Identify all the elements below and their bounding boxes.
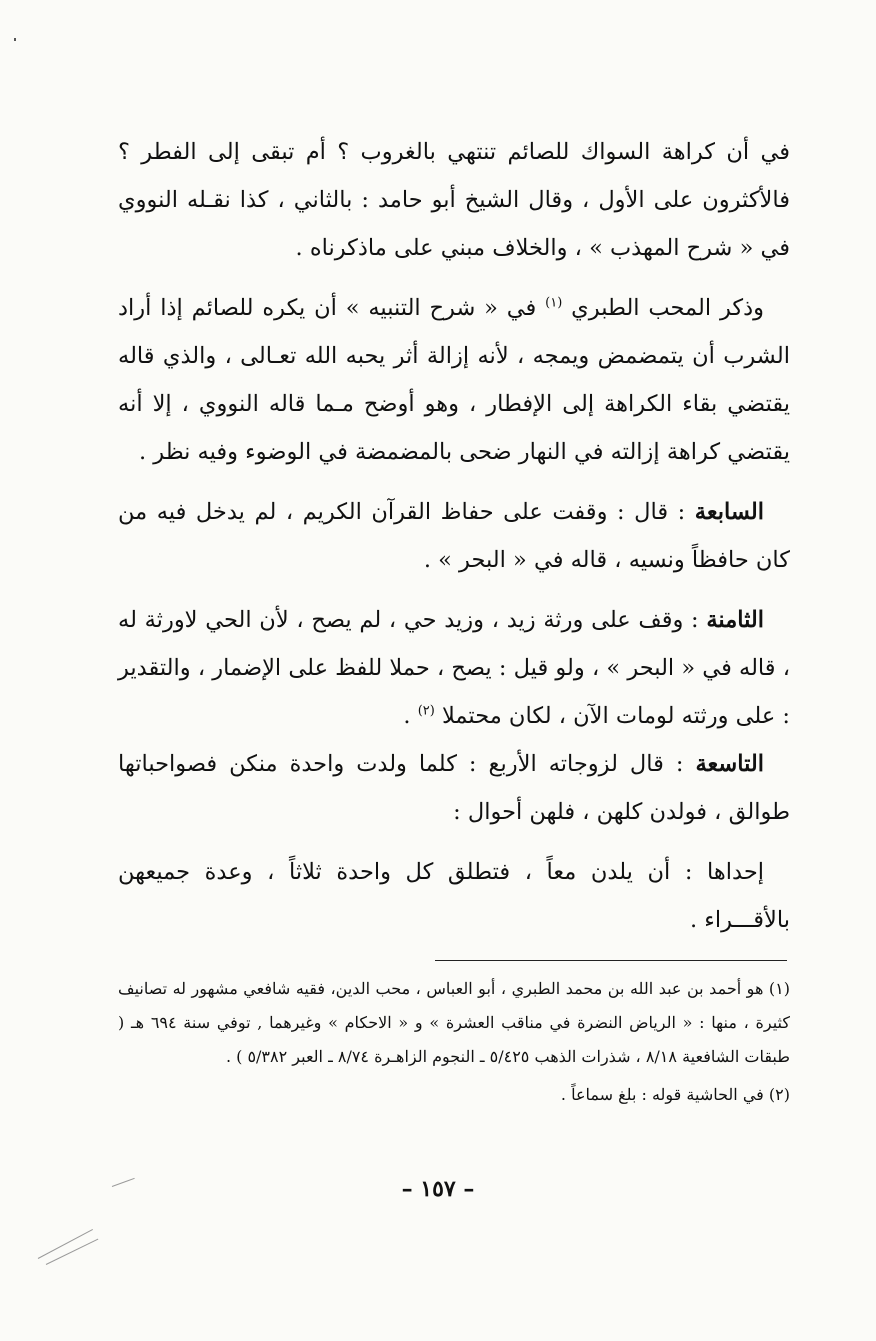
- footnote-separator: [435, 960, 787, 961]
- paragraph-6: [118, 848, 790, 944]
- paragraph-text-a: : وقف على ورثة زيد ، وزيد حي ، لم يصح ، لأن الحي لاورثة له ، قاله في « البحر » ، ولو قيل : يصح ، حملا للفظ على الإضمار ، والتقدير : على ورثته لومات الآن ، لكان محتملا: [118, 607, 790, 729]
- footnote-1: (١) هو أحمد بن عبد الله بن محمد الطبري ، أبو العباس ، محب الدين، فقيه شافعي مشهور له تصانيف كثيرة ، منها : « الرياض النضرة في مناقب العشرة » و « الاحكام » وغيرهما , توفي سنة ٦٩٤ هـ ( طبقات الشافعية ٨/١٨ ، شذرات الذهب ٥/٤٢٥ ـ النجوم الزاهـرة ٨/٧٤ ـ العبر ٥/٣٨٢ ) .: [118, 979, 791, 1066]
- paragraph-3: [118, 488, 790, 584]
- section-lead-eighth: الثامنة: [706, 607, 765, 633]
- paragraph-2: [118, 284, 790, 476]
- paragraph-4: [118, 596, 790, 740]
- paragraph-text-b: .: [403, 703, 411, 729]
- footnote-2: (٢) في الحاشية قوله : بلغ سماعاً .: [560, 1085, 790, 1104]
- footnote-marker-2: (٢): [417, 703, 435, 719]
- section-lead-seventh: السابعة: [694, 499, 764, 525]
- paragraph-1: [118, 128, 790, 272]
- footnote-marker-1: (١): [545, 295, 563, 311]
- scan-mark: [46, 1239, 99, 1265]
- section-lead-ninth: التاسعة: [695, 751, 764, 777]
- page-number: – ١٥٧ –: [401, 1176, 475, 1202]
- paragraph-5: [118, 740, 790, 836]
- paragraph-text-b: في « شرح التنبيه » أن يكره للصائم إذا أراد الشرب أن يتمضمض ويمجه ، لأنه إزالة أثر يحبه الله تعـالى ، والذي قاله يقتضي بقاء الكراهة إلى الإفطار ، وهو أوضح مـما قاله النووي ، إلا أنه يقتضي كراهة إزالته في النهار ضحى بالمضمضة في الوضوء وفيه نظر .: [118, 295, 790, 465]
- paragraph-text: : قال لزوجاته الأربع : كلما ولدت واحدة منكن فصواحباتها طوالق ، فولدن كلهن ، فلهن أحوال :: [118, 751, 790, 825]
- footnotes: [118, 972, 790, 1112]
- paragraph-text: : قال : وقفت على حفاظ القرآن الكريم ، لم يدخل فيه من كان حافظاً ونسيه ، قاله في « البحر » .: [118, 499, 790, 573]
- scan-mark: [14, 38, 16, 41]
- main-text: [118, 128, 790, 944]
- paragraph-text: إحداها : أن يلدن معاً ، فتطلق كل واحدة ثلاثاً ، وعدة جميعهن بالأقـــراء .: [118, 859, 790, 933]
- paragraph-text: في أن كراهة السواك للصائم تنتهي بالغروب ؟ أم تبقى إلى الفطر ؟ فالأكثرون على الأول ، وقال الشيخ أبو حامد : بالثاني ، كذا نقـله النووي في « شرح المهذب » ، والخلاف مبني على ماذكرناه .: [118, 139, 790, 261]
- paragraph-text-a: وذكر المحب الطبري: [571, 295, 764, 321]
